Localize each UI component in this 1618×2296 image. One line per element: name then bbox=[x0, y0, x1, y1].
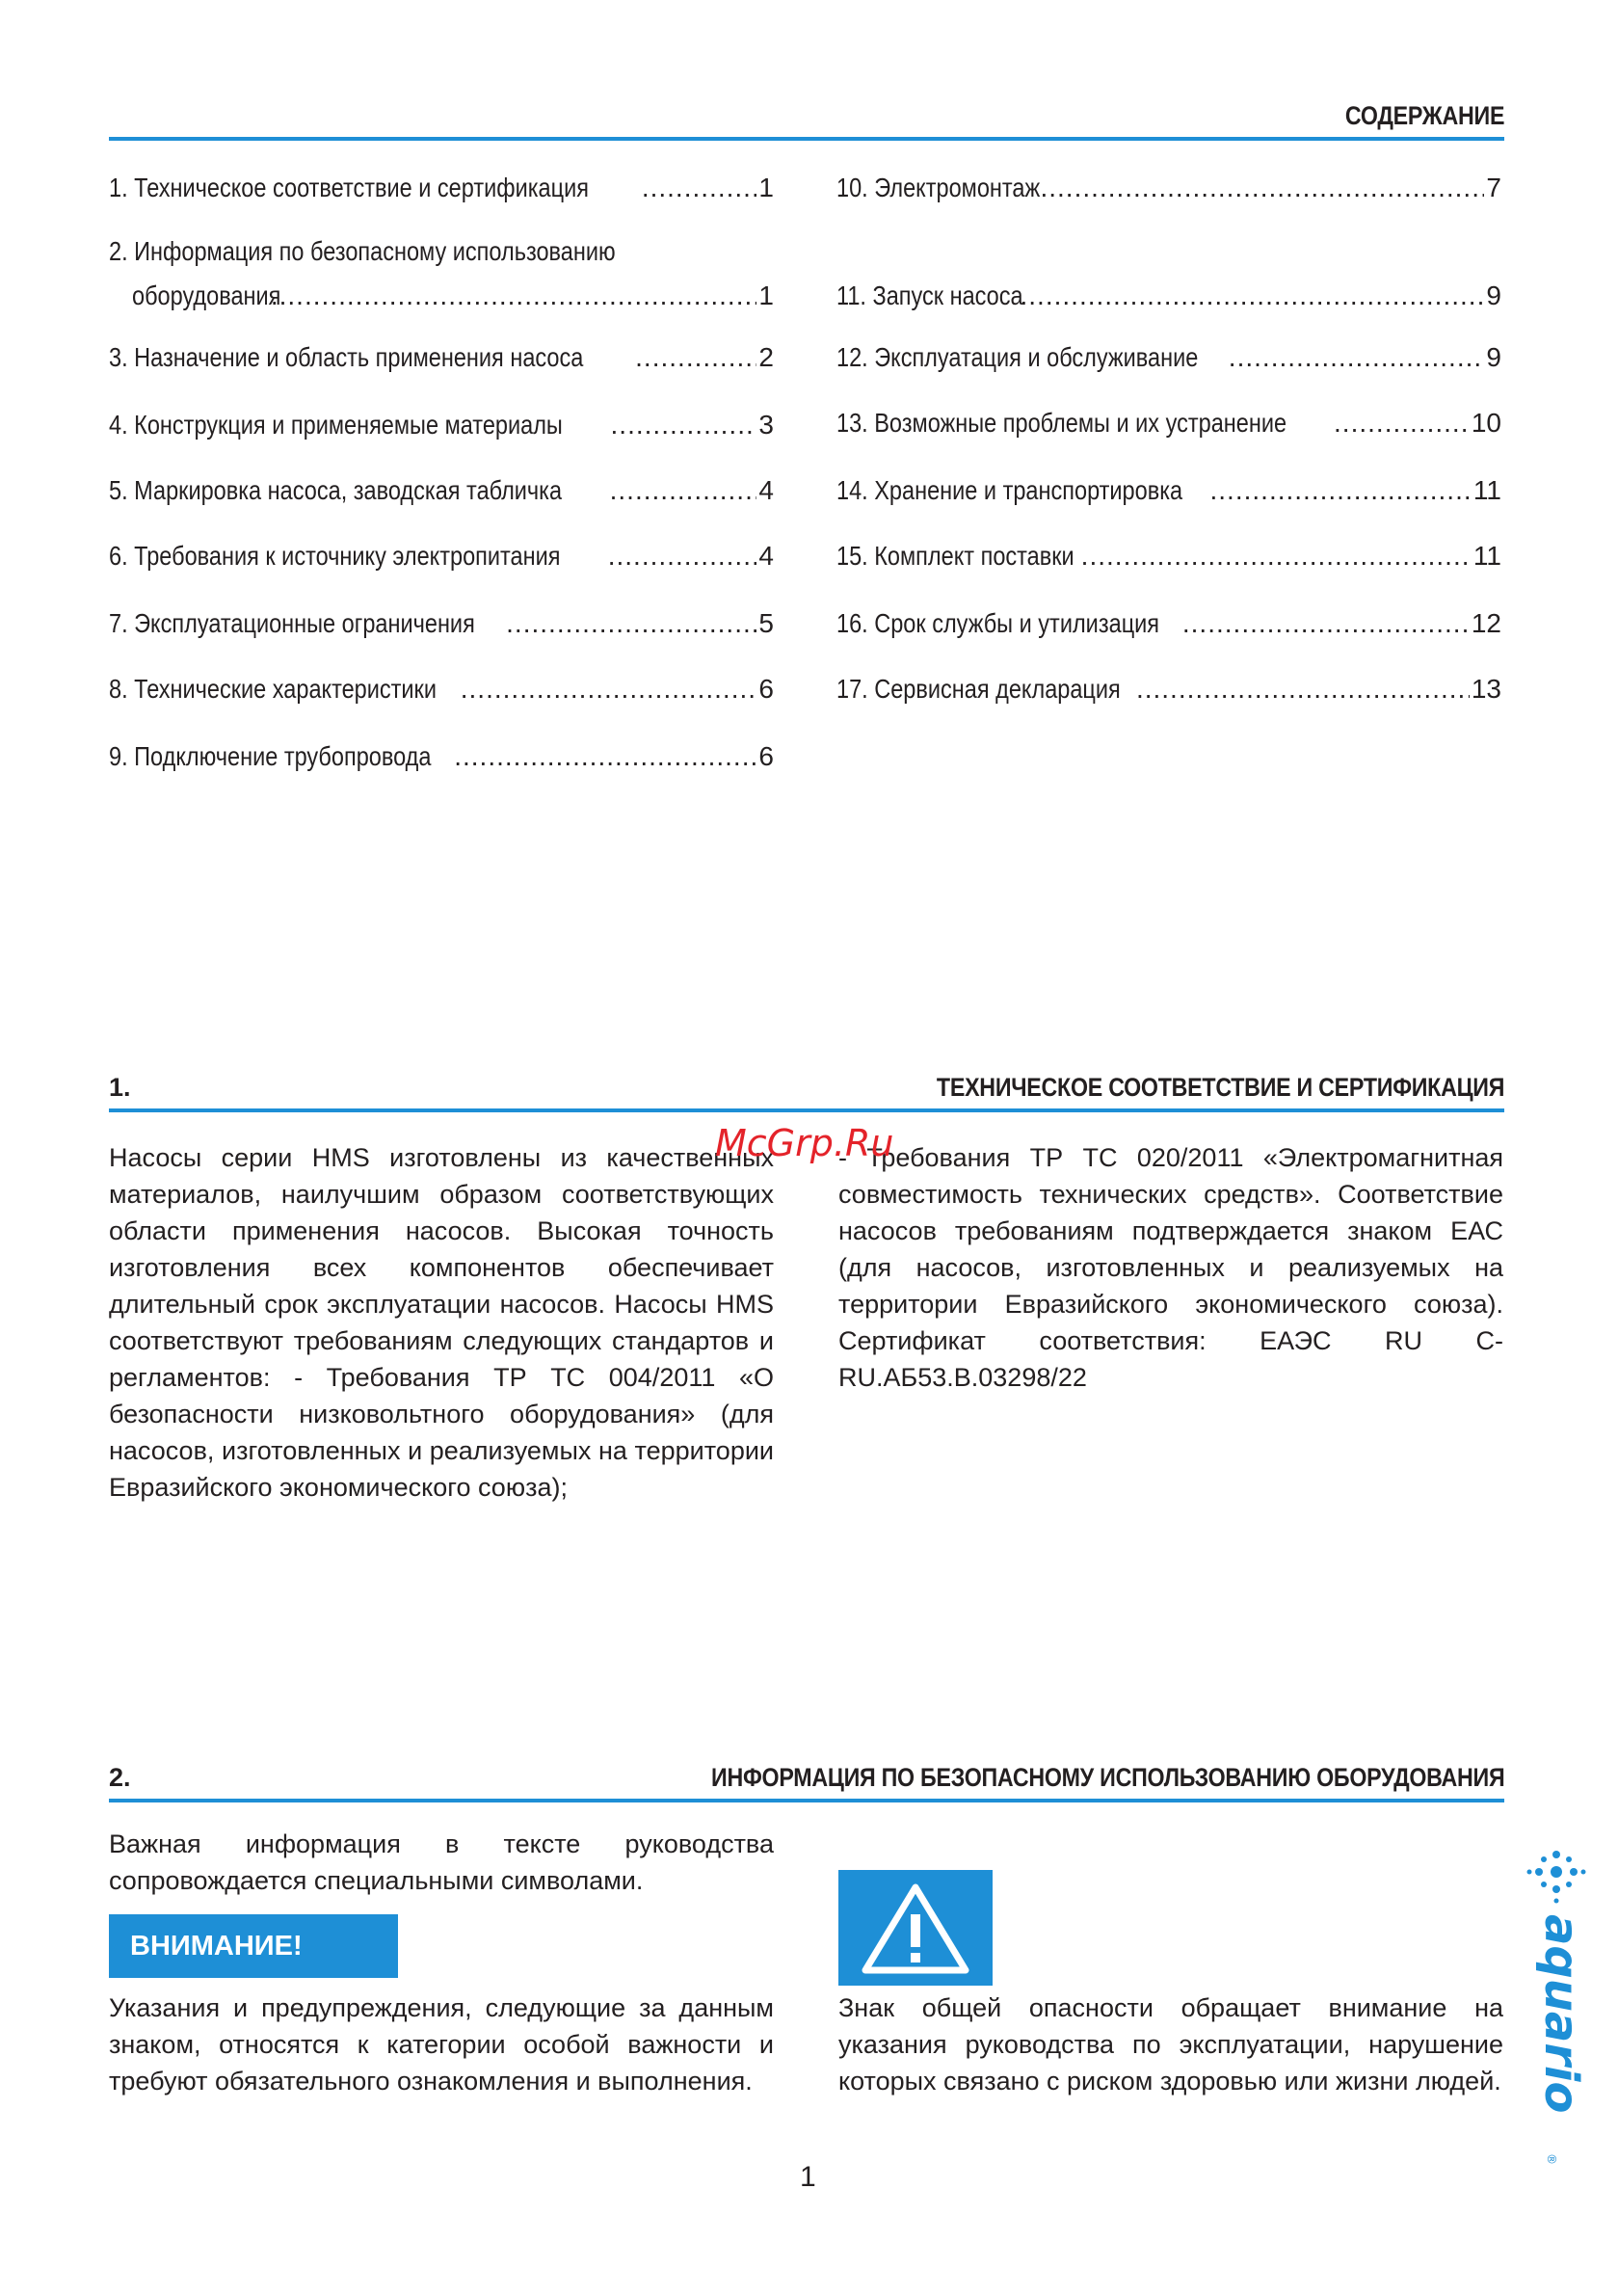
toc-item-label: 8. Технические характеристики bbox=[109, 674, 437, 704]
toc-item[interactable] bbox=[109, 170, 774, 206]
toc-item-page: 10 bbox=[1471, 408, 1501, 438]
toc-item-page: 6 bbox=[758, 741, 774, 771]
section-1-title: ТЕХНИЧЕСКОЕ СООТВЕТСТВИЕ И СЕРТИФИКАЦИЯ bbox=[936, 1073, 1504, 1102]
toc-item-label: 7. Эксплуатационные ограничения bbox=[109, 608, 475, 638]
section-2-number: 2. bbox=[109, 1763, 131, 1792]
toc-item-label: 3. Назначение и область применения насоса bbox=[109, 342, 584, 372]
toc-item-page: 7 bbox=[1486, 173, 1501, 202]
toc-item-label: 11. Запуск насоса bbox=[836, 280, 1023, 310]
contents-title: СОДЕРЖАНИЕ bbox=[1344, 101, 1504, 130]
warning-sign bbox=[838, 1870, 993, 1986]
toc-item-page: 1 bbox=[758, 280, 774, 310]
aquario-logo bbox=[1525, 1847, 1588, 2165]
toc-item-page: 1 bbox=[758, 173, 774, 202]
toc-item-label-line1: 2. Информация по безопасному использованию bbox=[109, 236, 616, 266]
toc-item-label: 17. Сервисная декларация bbox=[836, 674, 1121, 704]
section-1-header bbox=[109, 1064, 1504, 1112]
toc-item-label: 4. Конструкция и применяемые материалы bbox=[109, 410, 563, 440]
toc-item[interactable] bbox=[109, 671, 774, 707]
toc-item-label: оборудования bbox=[132, 280, 281, 310]
toc-item[interactable] bbox=[109, 407, 774, 443]
toc-item-label: 6. Требования к источнику электропитания bbox=[109, 541, 561, 571]
toc-item[interactable] bbox=[836, 339, 1501, 376]
toc-item-page: 11 bbox=[1472, 475, 1501, 505]
page-number: 1 bbox=[800, 2161, 816, 2193]
toc-item-label: 10. Электромонтаж bbox=[836, 173, 1041, 202]
section-1-right-text: - Требования ТР ТС 020/2011 «Электромагнитная совместимость технических средств». Соответствие насосов требованиям подтверждается знаком ЕАС (для насосов, изготовленных и реализуемых на территории Евразийского экономического союза). Сертификат соответствия: ЕАЭС RU C-RU.АБ53.В.03298/22 bbox=[838, 1143, 1503, 1392]
toc-item[interactable] bbox=[109, 233, 774, 314]
toc-item-label: 16. Срок службы и утилизация bbox=[836, 608, 1160, 638]
toc-item-page: 9 bbox=[1486, 342, 1501, 372]
toc-item-label: 15. Комплект поставки bbox=[836, 541, 1074, 571]
toc-item-page: 5 bbox=[758, 608, 774, 638]
section-1-left-text: Насосы серии HMS изготовлены из качественных материалов, наилучшим образом соответствующих области применения насосов. Высокая точность изготовления всех компонентов обеспечивает длительный срок эксплуатации насосов. Насосы HMS соответствуют требованиям следующих стандартов и регламентов: - Требования ТР ТС 004/2011 «О безопасности низковольтного оборудования» (для насосов, изготовленных и реализуемых на территории Евразийского экономического союза); bbox=[109, 1143, 774, 1502]
section-2-header bbox=[109, 1754, 1504, 1802]
toc-item[interactable] bbox=[109, 738, 774, 775]
toc-item-label: 9. Подключение трубопровода bbox=[109, 741, 432, 771]
toc-item-label: 12. Эксплуатация и обслуживание bbox=[836, 342, 1199, 372]
toc-item[interactable] bbox=[836, 278, 1501, 314]
toc-item-label: 1. Техническое соответствие и сертификация bbox=[109, 173, 589, 202]
section-1-number: 1. bbox=[109, 1073, 131, 1102]
toc-item-page: 6 bbox=[758, 674, 774, 704]
toc-item-page: 3 bbox=[758, 410, 774, 440]
toc-item-label: 14. Хранение и транспортировка bbox=[836, 475, 1183, 505]
section-2-title: ИНФОРМАЦИЯ ПО БЕЗОПАСНОМУ ИСПОЛЬЗОВАНИЮ ОБОРУДОВАНИЯ bbox=[710, 1763, 1504, 1792]
toc-item[interactable] bbox=[109, 605, 774, 642]
contents-header bbox=[109, 93, 1504, 141]
section-2-right-text: Знак общей опасности обращает внимание на указания руководства по эксплуатации, нарушение которых связано с риском здоровью или жизни людей. bbox=[838, 1993, 1503, 2096]
toc-item[interactable] bbox=[109, 472, 774, 509]
toc-item[interactable] bbox=[836, 170, 1501, 206]
toc-item[interactable] bbox=[836, 472, 1501, 509]
toc-item-page: 4 bbox=[758, 475, 774, 505]
section-2-intro: Важная информация в тексте руководства сопровождается специальными символами. bbox=[109, 1829, 774, 1895]
toc-item[interactable] bbox=[836, 671, 1501, 707]
registered-mark: ® bbox=[1545, 2153, 1558, 2165]
toc-item-label: 5. Маркировка насоса, заводская табличка bbox=[109, 475, 563, 505]
warning-triangle-icon bbox=[858, 1880, 973, 1976]
toc-item[interactable] bbox=[109, 538, 774, 574]
watermark: McGrp.Ru bbox=[715, 1122, 894, 1164]
toc-item-page: 9 bbox=[1486, 280, 1501, 310]
toc-item-page: 2 bbox=[758, 342, 774, 372]
attention-badge: ВНИМАНИЕ! bbox=[109, 1914, 398, 1978]
toc-item-page: 4 bbox=[758, 541, 774, 571]
toc-item[interactable] bbox=[109, 339, 774, 376]
toc-item-page: 13 bbox=[1471, 674, 1501, 704]
section-2-left-text: Указания и предупреждения, следующие за данным знаком, относятся к категории особой важности и требуют обязательного ознакомления и выполнения. bbox=[109, 1993, 774, 2096]
toc-item-label: 13. Возможные проблемы и их устранение bbox=[836, 408, 1287, 438]
toc-item[interactable] bbox=[836, 605, 1501, 642]
toc-item[interactable] bbox=[836, 538, 1501, 574]
toc-item-page: 11 bbox=[1472, 541, 1501, 571]
splash-icon bbox=[1527, 1851, 1586, 1904]
toc-item[interactable] bbox=[836, 405, 1501, 441]
logo-text: aquario bbox=[1534, 1914, 1588, 2114]
toc-item-page: 12 bbox=[1471, 608, 1501, 638]
